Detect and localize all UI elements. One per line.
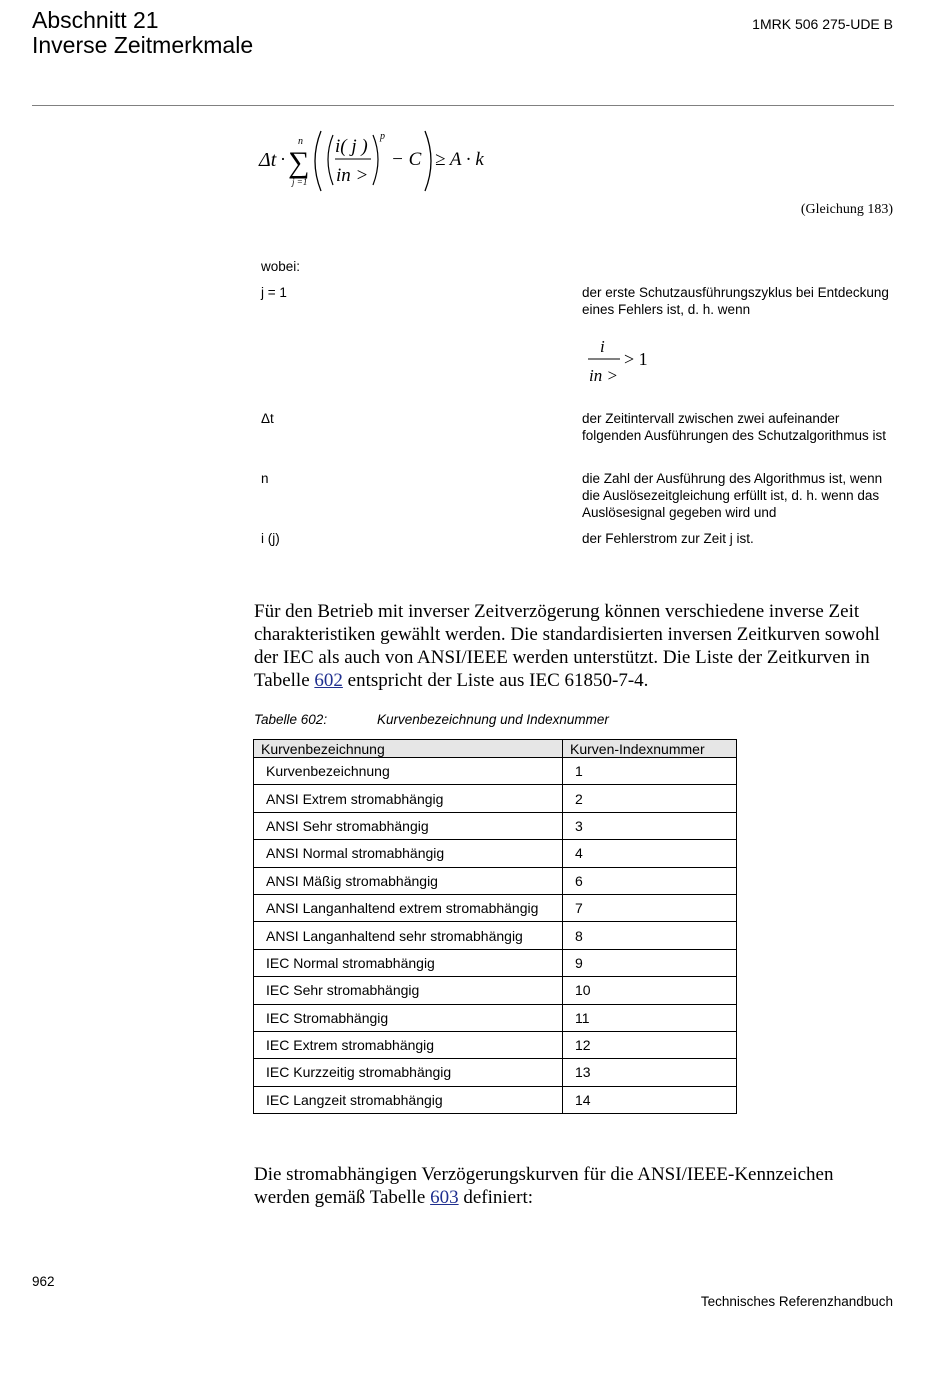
eq-exponent: p	[380, 131, 385, 142]
condition-fraction	[586, 336, 666, 393]
curve-name-cell: ANSI Langanhaltend sehr stromabhängig	[254, 922, 563, 949]
table-row	[254, 785, 737, 812]
curve-name-cell: IEC Sehr stromabhängig	[254, 977, 563, 1004]
definition-term: Δt	[261, 411, 274, 426]
curve-name-cell: ANSI Extrem stromabhängig	[254, 785, 563, 812]
table-caption-number: Tabelle 602:	[254, 712, 328, 727]
curve-name-cell: ANSI Sehr stromabhängig	[254, 812, 563, 839]
curve-index-table	[253, 739, 737, 1114]
definition-term: j = 1	[261, 285, 287, 300]
condition-numerator: i	[600, 337, 605, 356]
curve-index-cell: 8	[563, 922, 737, 949]
curve-name-cell: ANSI Normal stromabhängig	[254, 840, 563, 867]
column-header-curve-name: Kurvenbezeichnung	[254, 740, 563, 758]
curve-index-cell: 12	[563, 1031, 737, 1058]
eq-sum-sign: ∑	[288, 146, 310, 179]
curve-name-cell: IEC Normal stromabhängig	[254, 949, 563, 976]
definition-description: der Zeitintervall zwischen zwei aufeinander folgenden Ausführungen des Schutzalgorithmus ist	[582, 411, 886, 443]
section-heading	[32, 8, 253, 58]
document-id: 1MRK 506 275-UDE B	[752, 16, 893, 32]
table-row	[254, 1031, 737, 1058]
curve-index-cell: 13	[563, 1059, 737, 1086]
curve-name-cell: Kurvenbezeichnung	[254, 758, 563, 785]
eq-delta-t: Δt	[259, 149, 277, 171]
definition-description: der erste Schutzausführungszyklus bei Entdeckung eines Fehlers ist, d. h. wenn	[582, 285, 889, 317]
definition-description: der Fehlerstrom zur Zeit j ist.	[582, 531, 754, 546]
curve-name-cell: IEC Kurzzeitig stromabhängig	[254, 1059, 563, 1086]
eq-outer-paren-left	[315, 131, 321, 191]
table-row	[254, 949, 737, 976]
eq-rhs: ≥ A · k	[435, 149, 484, 170]
table-602-link[interactable]: 602	[314, 670, 343, 691]
curve-index-cell: 7	[563, 894, 737, 921]
manual-title: Technisches Referenzhandbuch	[700, 1294, 893, 1309]
curve-name-cell: ANSI Langanhaltend extrem stromabhängig	[254, 894, 563, 921]
eq-numerator: i( j )	[335, 136, 368, 157]
table-row	[254, 894, 737, 921]
curve-index-cell: 10	[563, 977, 737, 1004]
definition-term: n	[261, 471, 269, 486]
curve-index-cell: 2	[563, 785, 737, 812]
table-row	[254, 812, 737, 839]
table-603-link[interactable]: 603	[430, 1187, 459, 1208]
section-number: Abschnitt 21	[32, 7, 159, 33]
definition-term: i (j)	[261, 531, 280, 546]
condition-rhs: > 1	[624, 349, 648, 369]
definition-description: die Zahl der Ausführung des Algorithmus ist, wenn die Auslösezeitgleichung erfüllt ist, d. h. wenn das Auslösesignal gegeben wird und	[582, 471, 883, 520]
curve-name-cell: IEC Stromabhängig	[254, 1004, 563, 1031]
table-row	[254, 922, 737, 949]
curve-name-cell: ANSI Mäßig stromabhängig	[254, 867, 563, 894]
eq-dot: ·	[280, 149, 286, 169]
eq-sum-lower: j =1	[292, 177, 308, 187]
table-row	[254, 977, 737, 1004]
paragraph-text: entspricht der Liste aus IEC 61850-7-4.	[342, 670, 649, 691]
body-paragraph-ansi	[254, 1163, 894, 1209]
definitions-intro: wobei:	[261, 259, 301, 274]
condition-denominator: in >	[589, 366, 618, 385]
curve-index-cell: 14	[563, 1086, 737, 1113]
table-row	[254, 1086, 737, 1113]
body-paragraph-curves	[254, 600, 894, 692]
table-row	[254, 1059, 737, 1086]
table-caption-text: Kurvenbezeichnung und Indexnummer	[377, 712, 609, 727]
eq-inner-paren-left	[328, 135, 333, 185]
page-number: 962	[32, 1274, 55, 1289]
table-row	[254, 1004, 737, 1031]
column-header-curve-index: Kurven-Indexnummer	[563, 740, 737, 758]
curve-index-cell: 3	[563, 812, 737, 839]
section-title: Inverse Zeitmerkmale	[32, 32, 254, 58]
header-divider	[32, 105, 894, 106]
eq-inner-paren-right	[373, 135, 378, 185]
eq-denominator: in >	[336, 165, 369, 186]
table-caption	[254, 712, 609, 727]
curve-name-cell: IEC Extrem stromabhängig	[254, 1031, 563, 1058]
eq-sum-upper: n	[298, 136, 303, 147]
table-row	[254, 867, 737, 894]
curve-index-cell: 6	[563, 867, 737, 894]
paragraph-text: Die stromabhängigen Verzögerungskurven für die ANSI/IEEE-Kennzeichen werden gemäß Tabelle	[254, 1164, 834, 1208]
eq-outer-paren-right	[425, 131, 431, 191]
paragraph-text: definiert:	[458, 1187, 533, 1208]
equation-number: (Gleichung 183)	[800, 202, 893, 217]
curve-index-cell: 4	[563, 840, 737, 867]
table-row	[254, 758, 737, 785]
table-row	[254, 840, 737, 867]
table-header-row	[254, 740, 737, 758]
curve-index-cell: 11	[563, 1004, 737, 1031]
curve-index-cell: 1	[563, 758, 737, 785]
curve-index-cell: 9	[563, 949, 737, 976]
curve-name-cell: IEC Langzeit stromabhängig	[254, 1086, 563, 1113]
paragraph-text: Für den Betrieb mit inverser Zeitverzögerung können verschiedene inverse Zeit charakteristiken gewählt werden. Die standardisierten inversen Zeitkurven sowohl der IEC als auch von ANSI/IEEE werden unterstützt. Die Liste der Zeitkurven in Tabelle	[254, 601, 880, 691]
eq-minus-c: − C	[391, 149, 422, 170]
equation-183	[255, 125, 515, 197]
